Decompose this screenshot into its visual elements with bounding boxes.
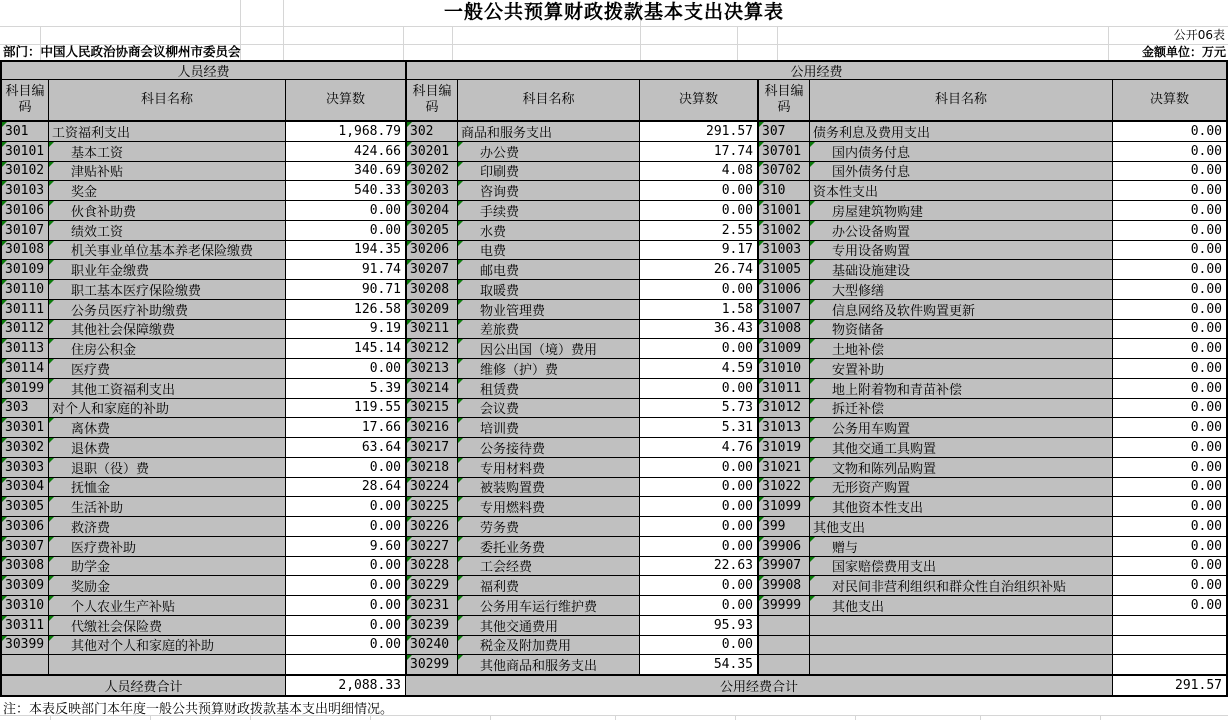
cell-name-31009[interactable]: 土地补偿: [810, 339, 1112, 358]
cell-value-30110[interactable]: 90.71: [286, 280, 405, 299]
cell-code-30227[interactable]: 30227: [406, 537, 457, 556]
cell-name-31019[interactable]: 其他交通工具购置: [810, 438, 1112, 457]
cell-code-39907[interactable]: 39907: [758, 557, 809, 576]
total-label-personnel[interactable]: 人员经费合计: [2, 675, 285, 695]
cell-code-30240[interactable]: 30240: [406, 636, 457, 655]
cell-name-302[interactable]: 商品和服务支出: [458, 122, 639, 141]
cell-name-31005[interactable]: 基础设施建设: [810, 260, 1112, 279]
cell-name-30107[interactable]: 绩效工资: [49, 221, 285, 240]
cell-code-30110[interactable]: 30110: [2, 280, 48, 299]
cell-code-30228[interactable]: 30228: [406, 557, 457, 576]
cell-name-30202[interactable]: 印刷费: [458, 162, 639, 181]
cell-name-30227[interactable]: 委托业务费: [458, 537, 639, 556]
cell-name-31021[interactable]: 文物和陈列品购置: [810, 458, 1112, 477]
cell-code-30239[interactable]: 30239: [406, 616, 457, 635]
cell-code-30301[interactable]: 30301: [2, 418, 48, 437]
cell-name-30207[interactable]: 邮电费: [458, 260, 639, 279]
budget-table: [0, 60, 1228, 697]
cell-value-30103[interactable]: 540.33: [286, 181, 405, 200]
cell-value-30301[interactable]: 17.66: [286, 418, 405, 437]
cell-value-30203[interactable]: 0.00: [640, 181, 757, 200]
col-header-value-2[interactable]: 决算数: [1113, 80, 1226, 121]
cell-name-39906[interactable]: 赠与: [810, 537, 1112, 556]
col-header-value-1[interactable]: 决算数: [640, 80, 757, 121]
cell-name-30204[interactable]: 手续费: [458, 201, 639, 220]
cell-code-30229[interactable]: 30229: [406, 576, 457, 595]
cell-name-30302[interactable]: 退休费: [49, 438, 285, 457]
cell-name-30106[interactable]: 伙食补助费: [49, 201, 285, 220]
total-value-public[interactable]: 291.57: [1113, 675, 1226, 695]
cell-code-30224[interactable]: 30224: [406, 478, 457, 497]
col-header-value-0[interactable]: 决算数: [286, 80, 405, 121]
cell-name-30109[interactable]: 职业年金缴费: [49, 260, 285, 279]
cell-name-30112[interactable]: 其他社会保障缴费: [49, 320, 285, 339]
department-label: 部门：中国人民政治协商会议柳州市委员会: [3, 44, 241, 59]
col-header-code-2[interactable]: 科目编码: [758, 80, 809, 121]
cell-value-30311[interactable]: 0.00: [286, 616, 405, 635]
cell-code-30101[interactable]: 30101: [2, 142, 48, 161]
cell-code-30701[interactable]: 30701: [758, 142, 809, 161]
cell-value-30209[interactable]: 1.58: [640, 300, 757, 319]
cell-value-39907[interactable]: 0.00: [1113, 557, 1226, 576]
cell-name-399[interactable]: 其他支出: [810, 517, 1112, 536]
cell-value-30204[interactable]: 0.00: [640, 201, 757, 220]
cell-code-30302[interactable]: 30302: [2, 438, 48, 457]
cell-name-30702[interactable]: 国外债务付息: [810, 162, 1112, 181]
cell-code-30399[interactable]: 30399: [2, 636, 48, 655]
cell-value-31099[interactable]: 0.00: [1113, 497, 1226, 516]
cell-code-30309[interactable]: 30309: [2, 576, 48, 595]
cell-code-30215[interactable]: 30215: [406, 399, 457, 418]
col-header-name-1[interactable]: 科目名称: [458, 80, 639, 121]
cell-name-empty[interactable]: [810, 636, 1112, 655]
col-header-name-0[interactable]: 科目名称: [49, 80, 285, 121]
cell-value-31013[interactable]: 0.00: [1113, 418, 1226, 437]
col-header-code-0[interactable]: 科目编码: [2, 80, 48, 121]
cell-code-31003[interactable]: 31003: [758, 241, 809, 260]
cell-value-30309[interactable]: 0.00: [286, 576, 405, 595]
cell-value-31006[interactable]: 0.00: [1113, 280, 1226, 299]
cell-name-30215[interactable]: 会议费: [458, 399, 639, 418]
cell-code-30307[interactable]: 30307: [2, 537, 48, 556]
cell-name-31003[interactable]: 专用设备购置: [810, 241, 1112, 260]
cell-code-31022[interactable]: 31022: [758, 478, 809, 497]
cell-name-30225[interactable]: 专用燃料费: [458, 497, 639, 516]
cell-code-30208[interactable]: 30208: [406, 280, 457, 299]
cell-code-31013[interactable]: 31013: [758, 418, 809, 437]
cell-value-30227[interactable]: 0.00: [640, 537, 757, 556]
cell-code-empty[interactable]: [758, 636, 809, 655]
cell-code-31006[interactable]: 31006: [758, 280, 809, 299]
cell-name-39907[interactable]: 国家赔偿费用支出: [810, 557, 1112, 576]
cell-name-30111[interactable]: 公务员医疗补助缴费: [49, 300, 285, 319]
meta-row: [0, 44, 1228, 60]
cell-value-31002[interactable]: 0.00: [1113, 221, 1226, 240]
col-header-code-1[interactable]: 科目编码: [406, 80, 457, 121]
unit-label: 金额单位：万元: [1141, 45, 1226, 59]
cell-value-30303[interactable]: 0.00: [286, 458, 405, 477]
cell-name-39908[interactable]: 对民间非营利组织和群众性自治组织补贴: [810, 576, 1112, 595]
cell-code-30225[interactable]: 30225: [406, 497, 457, 516]
cell-value-31003[interactable]: 0.00: [1113, 241, 1226, 260]
cell-value-empty[interactable]: [1113, 636, 1226, 655]
cell-name-30203[interactable]: 咨询费: [458, 181, 639, 200]
cell-value-30102[interactable]: 340.69: [286, 162, 405, 181]
cell-code-303[interactable]: 303: [2, 399, 48, 418]
cell-value-30213[interactable]: 4.59: [640, 359, 757, 378]
cell-value-30306[interactable]: 0.00: [286, 517, 405, 536]
cell-value-30307[interactable]: 9.60: [286, 537, 405, 556]
cell-name-30399[interactable]: 其他对个人和家庭的补助: [49, 636, 285, 655]
cell-name-30305[interactable]: 生活补助: [49, 497, 285, 516]
cell-value-30302[interactable]: 63.64: [286, 438, 405, 457]
cell-code-39906[interactable]: 39906: [758, 537, 809, 556]
cell-code-30218[interactable]: 30218: [406, 458, 457, 477]
cell-name-30240[interactable]: 税金及附加费用: [458, 636, 639, 655]
cell-name-30231[interactable]: 公务用车运行维护费: [458, 596, 639, 615]
cell-name-30214[interactable]: 租赁费: [458, 379, 639, 398]
cell-value-30108[interactable]: 194.35: [286, 241, 405, 260]
cell-code-30311[interactable]: 30311: [2, 616, 48, 635]
cell-value-30231[interactable]: 0.00: [640, 596, 757, 615]
cell-code-30103[interactable]: 30103: [2, 181, 48, 200]
cell-name-310[interactable]: 资本性支出: [810, 181, 1112, 200]
cell-value-30205[interactable]: 2.55: [640, 221, 757, 240]
cell-code-31012[interactable]: 31012: [758, 399, 809, 418]
cell-name-30199[interactable]: 其他工资福利支出: [49, 379, 285, 398]
cell-name-empty[interactable]: [49, 655, 285, 674]
cell-value-30109[interactable]: 91.74: [286, 260, 405, 279]
cell-name-30218[interactable]: 专用材料费: [458, 458, 639, 477]
cell-code-31021[interactable]: 31021: [758, 458, 809, 477]
cell-code-31010[interactable]: 31010: [758, 359, 809, 378]
cell-value-31001[interactable]: 0.00: [1113, 201, 1226, 220]
cell-value-307[interactable]: 0.00: [1113, 122, 1226, 141]
cell-value-30224[interactable]: 0.00: [640, 478, 757, 497]
cell-code-empty[interactable]: [758, 655, 809, 674]
cell-name-31099[interactable]: 其他资本性支出: [810, 497, 1112, 516]
cell-name-30113[interactable]: 住房公积金: [49, 339, 285, 358]
cell-code-30202[interactable]: 30202: [406, 162, 457, 181]
cell-value-30304[interactable]: 28.64: [286, 478, 405, 497]
cell-name-30301[interactable]: 离休费: [49, 418, 285, 437]
cell-value-30101[interactable]: 424.66: [286, 142, 405, 161]
cell-code-30106[interactable]: 30106: [2, 201, 48, 220]
cell-code-30203[interactable]: 30203: [406, 181, 457, 200]
cell-code-31005[interactable]: 31005: [758, 260, 809, 279]
cell-code-30209[interactable]: 30209: [406, 300, 457, 319]
cell-value-31022[interactable]: 0.00: [1113, 478, 1226, 497]
cell-value-30399[interactable]: 0.00: [286, 636, 405, 655]
cell-code-31019[interactable]: 31019: [758, 438, 809, 457]
cell-value-30226[interactable]: 0.00: [640, 517, 757, 536]
cell-code-30214[interactable]: 30214: [406, 379, 457, 398]
cell-code-30305[interactable]: 30305: [2, 497, 48, 516]
footnote: 注：本表反映部门本年度一般公共预算财政拨款基本支出明细情况。: [3, 702, 394, 717]
cell-value-30113[interactable]: 145.14: [286, 339, 405, 358]
cell-value-30212[interactable]: 0.00: [640, 339, 757, 358]
cell-name-30307[interactable]: 医疗费补助: [49, 537, 285, 556]
cell-name-30303[interactable]: 退职（役）费: [49, 458, 285, 477]
cell-value-30208[interactable]: 0.00: [640, 280, 757, 299]
cell-code-30205[interactable]: 30205: [406, 221, 457, 240]
cell-code-39999[interactable]: 39999: [758, 596, 809, 615]
cell-name-31001[interactable]: 房屋建筑物购建: [810, 201, 1112, 220]
cell-value-30107[interactable]: 0.00: [286, 221, 405, 240]
cell-code-30212[interactable]: 30212: [406, 339, 457, 358]
cell-name-30114[interactable]: 医疗费: [49, 359, 285, 378]
cell-value-30106[interactable]: 0.00: [286, 201, 405, 220]
cell-name-30216[interactable]: 培训费: [458, 418, 639, 437]
cell-value-30201[interactable]: 17.74: [640, 142, 757, 161]
cell-name-301[interactable]: 工资福利支出: [49, 122, 285, 141]
cell-name-31011[interactable]: 地上附着物和青苗补偿: [810, 379, 1112, 398]
cell-value-301[interactable]: 1,968.79: [286, 122, 405, 141]
cell-code-30310[interactable]: 30310: [2, 596, 48, 615]
cell-value-empty[interactable]: [1113, 616, 1226, 635]
cell-value-39906[interactable]: 0.00: [1113, 537, 1226, 556]
cell-value-30211[interactable]: 36.43: [640, 320, 757, 339]
cell-value-30199[interactable]: 5.39: [286, 379, 405, 398]
cell-value-empty[interactable]: [1113, 655, 1226, 674]
cell-value-30114[interactable]: 0.00: [286, 359, 405, 378]
cell-value-30207[interactable]: 26.74: [640, 260, 757, 279]
cell-name-39999[interactable]: 其他支出: [810, 596, 1112, 615]
cell-name-30228[interactable]: 工会经费: [458, 557, 639, 576]
cell-name-31012[interactable]: 拆迁补偿: [810, 399, 1112, 418]
total-value-personnel[interactable]: 2,088.33: [286, 675, 405, 695]
cell-name-30224[interactable]: 被装购置费: [458, 478, 639, 497]
cell-value-30701[interactable]: 0.00: [1113, 142, 1226, 161]
cell-name-30306[interactable]: 救济费: [49, 517, 285, 536]
col-header-name-2[interactable]: 科目名称: [810, 80, 1112, 121]
cell-name-30102[interactable]: 津贴补贴: [49, 162, 285, 181]
cell-code-30226[interactable]: 30226: [406, 517, 457, 536]
cell-code-30204[interactable]: 30204: [406, 201, 457, 220]
cell-value-30215[interactable]: 5.73: [640, 399, 757, 418]
cell-name-30299[interactable]: 其他商品和服务支出: [458, 655, 639, 674]
cell-value-30202[interactable]: 4.08: [640, 162, 757, 181]
cell-value-30218[interactable]: 0.00: [640, 458, 757, 477]
cell-code-empty[interactable]: [758, 616, 809, 635]
cell-code-30109[interactable]: 30109: [2, 260, 48, 279]
page-title: 一般公共预算财政拨款基本支出决算表: [443, 1, 784, 23]
cell-code-307[interactable]: 307: [758, 122, 809, 141]
cell-code-30112[interactable]: 30112: [2, 320, 48, 339]
cell-code-30308[interactable]: 30308: [2, 557, 48, 576]
cell-value-30308[interactable]: 0.00: [286, 557, 405, 576]
cell-value-31019[interactable]: 0.00: [1113, 438, 1226, 457]
total-label-public[interactable]: 公用经费合计: [406, 675, 1112, 695]
cell-value-31021[interactable]: 0.00: [1113, 458, 1226, 477]
cell-value-39999[interactable]: 0.00: [1113, 596, 1226, 615]
cell-code-399[interactable]: 399: [758, 517, 809, 536]
cell-value-empty[interactable]: [286, 655, 405, 674]
cell-value-30310[interactable]: 0.00: [286, 596, 405, 615]
cell-value-30239[interactable]: 95.93: [640, 616, 757, 635]
cell-code-empty[interactable]: [2, 655, 48, 674]
cell-value-31008[interactable]: 0.00: [1113, 320, 1226, 339]
cell-value-30240[interactable]: 0.00: [640, 636, 757, 655]
cell-code-30113[interactable]: 30113: [2, 339, 48, 358]
cell-name-30309[interactable]: 奖励金: [49, 576, 285, 595]
cell-code-310[interactable]: 310: [758, 181, 809, 200]
cell-name-30103[interactable]: 奖金: [49, 181, 285, 200]
cell-name-30701[interactable]: 国内债务付息: [810, 142, 1112, 161]
cell-code-30216[interactable]: 30216: [406, 418, 457, 437]
cell-code-30108[interactable]: 30108: [2, 241, 48, 260]
cell-name-30226[interactable]: 劳务费: [458, 517, 639, 536]
cell-name-30229[interactable]: 福利费: [458, 576, 639, 595]
cell-value-30112[interactable]: 9.19: [286, 320, 405, 339]
cell-value-31005[interactable]: 0.00: [1113, 260, 1226, 279]
cell-name-303[interactable]: 对个人和家庭的补助: [49, 399, 285, 418]
cell-value-31011[interactable]: 0.00: [1113, 379, 1226, 398]
cell-name-31010[interactable]: 安置补助: [810, 359, 1112, 378]
cell-name-empty[interactable]: [810, 616, 1112, 635]
cell-value-303[interactable]: 119.55: [286, 399, 405, 418]
cell-value-30216[interactable]: 5.31: [640, 418, 757, 437]
form-number-label: 公开06表: [1173, 28, 1225, 42]
section-header-personnel[interactable]: 人员经费: [2, 62, 405, 79]
cell-value-31007[interactable]: 0.00: [1113, 300, 1226, 319]
cell-value-302[interactable]: 291.57: [640, 122, 757, 141]
cell-name-30217[interactable]: 公务接待费: [458, 438, 639, 457]
cell-code-30213[interactable]: 30213: [406, 359, 457, 378]
cell-code-30199[interactable]: 30199: [2, 379, 48, 398]
cell-code-30211[interactable]: 30211: [406, 320, 457, 339]
cell-name-30101[interactable]: 基本工资: [49, 142, 285, 161]
cell-code-30206[interactable]: 30206: [406, 241, 457, 260]
cell-name-30208[interactable]: 取暖费: [458, 280, 639, 299]
cell-code-30107[interactable]: 30107: [2, 221, 48, 240]
cell-code-30207[interactable]: 30207: [406, 260, 457, 279]
cell-code-31007[interactable]: 31007: [758, 300, 809, 319]
cell-name-31006[interactable]: 大型修缮: [810, 280, 1112, 299]
section-header-public[interactable]: 公用经费: [406, 62, 1226, 79]
cell-name-307[interactable]: 债务利息及费用支出: [810, 122, 1112, 141]
cell-code-31008[interactable]: 31008: [758, 320, 809, 339]
cell-value-30206[interactable]: 9.17: [640, 241, 757, 260]
cell-code-30201[interactable]: 30201: [406, 142, 457, 161]
cell-name-30110[interactable]: 职工基本医疗保险缴费: [49, 280, 285, 299]
cell-name-30310[interactable]: 个人农业生产补贴: [49, 596, 285, 615]
cell-name-30311[interactable]: 代缴社会保险费: [49, 616, 285, 635]
cell-name-31022[interactable]: 无形资产购置: [810, 478, 1112, 497]
cell-name-30206[interactable]: 电费: [458, 241, 639, 260]
cell-name-empty[interactable]: [810, 655, 1112, 674]
cell-value-30225[interactable]: 0.00: [640, 497, 757, 516]
cell-value-39908[interactable]: 0.00: [1113, 576, 1226, 595]
cell-code-30102[interactable]: 30102: [2, 162, 48, 181]
cell-name-30213[interactable]: 维修（护）费: [458, 359, 639, 378]
cell-code-31099[interactable]: 31099: [758, 497, 809, 516]
cell-name-31008[interactable]: 物资储备: [810, 320, 1112, 339]
cell-value-399[interactable]: 0.00: [1113, 517, 1226, 536]
cell-name-30108[interactable]: 机关事业单位基本养老保险缴费: [49, 241, 285, 260]
cell-code-30111[interactable]: 30111: [2, 300, 48, 319]
cell-value-30214[interactable]: 0.00: [640, 379, 757, 398]
cell-code-31002[interactable]: 31002: [758, 221, 809, 240]
cell-name-30205[interactable]: 水费: [458, 221, 639, 240]
cell-value-30228[interactable]: 22.63: [640, 557, 757, 576]
cell-code-30114[interactable]: 30114: [2, 359, 48, 378]
cell-code-30303[interactable]: 30303: [2, 458, 48, 477]
cell-code-31001[interactable]: 31001: [758, 201, 809, 220]
cell-name-30209[interactable]: 物业管理费: [458, 300, 639, 319]
cell-name-31002[interactable]: 办公设备购置: [810, 221, 1112, 240]
cell-name-31013[interactable]: 公务用车购置: [810, 418, 1112, 437]
cell-code-30306[interactable]: 30306: [2, 517, 48, 536]
cell-name-30308[interactable]: 助学金: [49, 557, 285, 576]
cell-name-30304[interactable]: 抚恤金: [49, 478, 285, 497]
cell-name-30201[interactable]: 办公费: [458, 142, 639, 161]
cell-code-30299[interactable]: 30299: [406, 655, 457, 674]
cell-value-31012[interactable]: 0.00: [1113, 399, 1226, 418]
cell-value-310[interactable]: 0.00: [1113, 181, 1226, 200]
cell-code-31011[interactable]: 31011: [758, 379, 809, 398]
cell-code-31009[interactable]: 31009: [758, 339, 809, 358]
cell-value-30229[interactable]: 0.00: [640, 576, 757, 595]
cell-value-30217[interactable]: 4.76: [640, 438, 757, 457]
cell-code-30304[interactable]: 30304: [2, 478, 48, 497]
cell-name-30211[interactable]: 差旅费: [458, 320, 639, 339]
cell-code-301[interactable]: 301: [2, 122, 48, 141]
cell-value-30299[interactable]: 54.35: [640, 655, 757, 674]
cell-value-30702[interactable]: 0.00: [1113, 162, 1226, 181]
cell-code-30217[interactable]: 30217: [406, 438, 457, 457]
cell-code-39908[interactable]: 39908: [758, 576, 809, 595]
cell-value-31009[interactable]: 0.00: [1113, 339, 1226, 358]
cell-value-30305[interactable]: 0.00: [286, 497, 405, 516]
cell-code-302[interactable]: 302: [406, 122, 457, 141]
cell-name-30212[interactable]: 因公出国（境）费用: [458, 339, 639, 358]
cell-code-30702[interactable]: 30702: [758, 162, 809, 181]
cell-name-30239[interactable]: 其他交通费用: [458, 616, 639, 635]
cell-value-30111[interactable]: 126.58: [286, 300, 405, 319]
cell-name-31007[interactable]: 信息网络及软件购置更新: [810, 300, 1112, 319]
cell-value-31010[interactable]: 0.00: [1113, 359, 1226, 378]
cell-code-30231[interactable]: 30231: [406, 596, 457, 615]
